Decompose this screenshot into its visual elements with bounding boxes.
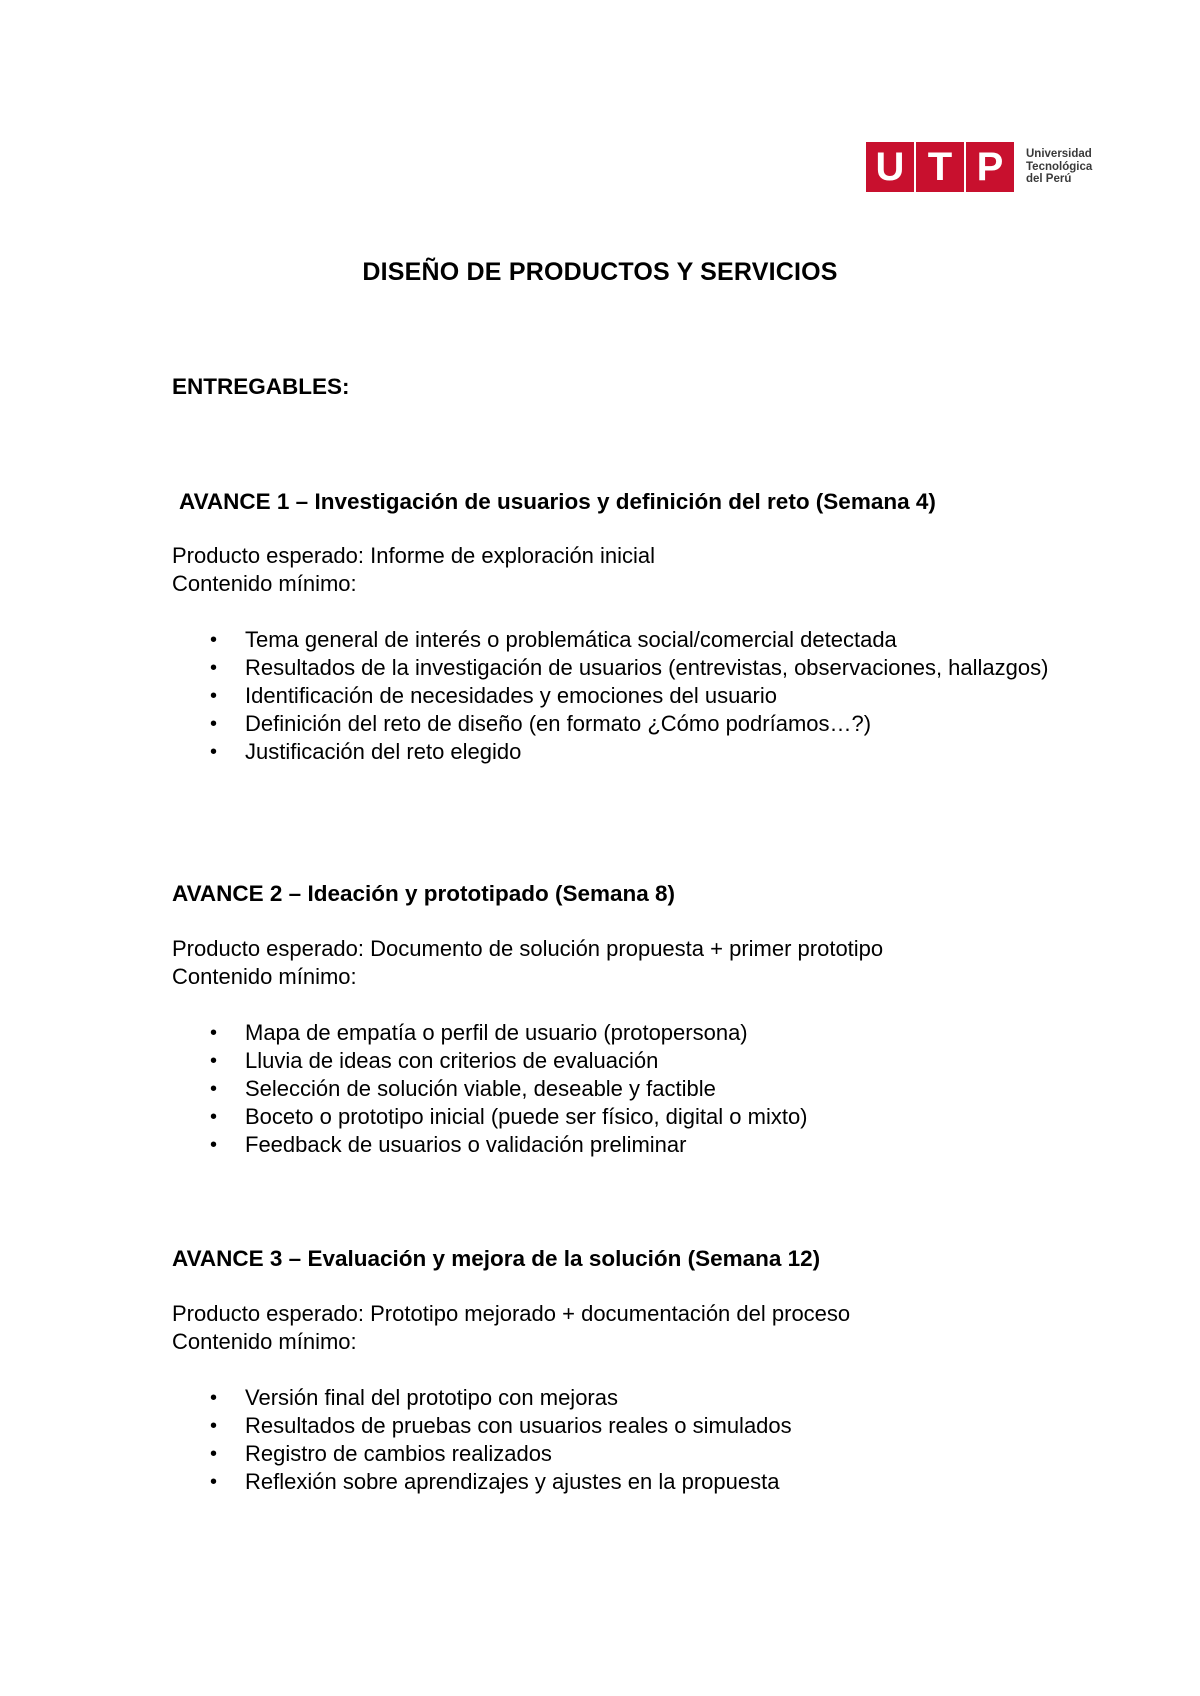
list-item: • Versión final del prototipo con mejoras — [210, 1385, 618, 1410]
list-item: • Justificación del reto elegido — [210, 739, 522, 764]
logo-text-line: Universidad — [1026, 148, 1092, 161]
section-title: AVANCE 1 – Investigación de usuarios y definición del reto (Semana 4) — [179, 489, 936, 514]
section-avance-1 — [179, 488, 1079, 516]
utp-logo — [866, 142, 1092, 192]
section-title: AVANCE 3 – Evaluación y mejora de la solución (Semana 12) — [172, 1246, 821, 1271]
section-avance-3-body — [172, 1300, 1072, 1496]
list-item: • Resultados de pruebas con usuarios reales o simulados — [210, 1413, 792, 1438]
producto-esperado: Producto esperado: Prototipo mejorado + documentación del proceso — [172, 1301, 851, 1326]
list-item: • Boceto o prototipo inicial (puede ser físico, digital o mixto) — [210, 1104, 808, 1129]
list-item-text: Mapa de empatía o perfil de usuario (protopersona) — [245, 1020, 748, 1045]
document-title: DISEÑO DE PRODUCTOS Y SERVICIOS — [362, 258, 838, 286]
producto-esperado: Producto esperado: Documento de solución propuesta + primer prototipo — [172, 936, 884, 961]
list-item-text: Feedback de usuarios o validación preliminar — [245, 1132, 687, 1157]
section-avance-1-body — [172, 542, 1072, 766]
list-item-text: Versión final del prototipo con mejoras — [245, 1385, 618, 1410]
list-item-text: Resultados de la investigación de usuarios (entrevistas, observaciones, hallazgos) — [245, 655, 1049, 680]
logo-letter-t: T — [916, 142, 964, 192]
bullet-list — [172, 626, 1072, 766]
list-item-text: Justificación del reto elegido — [245, 739, 522, 764]
list-item-text: Resultados de pruebas con usuarios reales o simulados — [245, 1413, 792, 1438]
entregables-heading: ENTREGABLES: — [172, 374, 350, 399]
list-item-text: Tema general de interés o problemática social/comercial detectada — [245, 627, 897, 652]
list-item-text: Registro de cambios realizados — [245, 1441, 552, 1466]
section-title: AVANCE 2 – Ideación y prototipado (Semana 8) — [172, 881, 676, 906]
list-item-text: Selección de solución viable, deseable y factible — [245, 1076, 716, 1101]
list-item: • Feedback de usuarios o validación preliminar — [210, 1132, 687, 1157]
list-item: • Selección de solución viable, deseable y factible — [210, 1076, 716, 1101]
section-avance-2-body — [172, 935, 1072, 1159]
list-item: • Identificación de necesidades y emociones del usuario — [210, 683, 777, 708]
list-item-text: Reflexión sobre aprendizajes y ajustes en la propuesta — [245, 1469, 780, 1494]
logo-text — [1026, 148, 1092, 186]
section-avance-2 — [172, 880, 1072, 908]
logo-blocks — [866, 142, 1016, 192]
producto-esperado: Producto esperado: Informe de exploración inicial — [172, 543, 656, 568]
list-item: • Definición del reto de diseño (en formato ¿Cómo podríamos…?) — [210, 711, 872, 736]
list-item-text: Identificación de necesidades y emociones del usuario — [245, 683, 777, 708]
list-item-text: Lluvia de ideas con criterios de evaluación — [245, 1048, 659, 1073]
list-item: • Mapa de empatía o perfil de usuario (protopersona) — [210, 1020, 748, 1045]
logo-text-line: del Perú — [1026, 173, 1072, 186]
contenido-minimo: Contenido mínimo: — [172, 571, 357, 596]
contenido-minimo: Contenido mínimo: — [172, 1329, 357, 1354]
section-avance-3 — [172, 1245, 1072, 1273]
list-item: • Reflexión sobre aprendizajes y ajustes en la propuesta — [210, 1469, 780, 1494]
bullet-list — [172, 1384, 1072, 1496]
contenido-minimo: Contenido mínimo: — [172, 964, 357, 989]
list-item-text: Boceto o prototipo inicial (puede ser físico, digital o mixto) — [245, 1104, 808, 1129]
bullet-list — [172, 1019, 1072, 1159]
list-item: • Registro de cambios realizados — [210, 1441, 552, 1466]
list-item: • Resultados de la investigación de usuarios (entrevistas, observaciones, hallazgos) — [210, 655, 1049, 680]
list-item: • Tema general de interés o problemática social/comercial detectada — [210, 627, 897, 652]
list-item-text: Definición del reto de diseño (en formato ¿Cómo podríamos…?) — [245, 711, 872, 736]
logo-letter-p: P — [966, 142, 1014, 192]
logo-letter-u: U — [866, 142, 914, 192]
logo-text-line: Tecnológica — [1026, 160, 1093, 173]
list-item: • Lluvia de ideas con criterios de evaluación — [210, 1048, 659, 1073]
